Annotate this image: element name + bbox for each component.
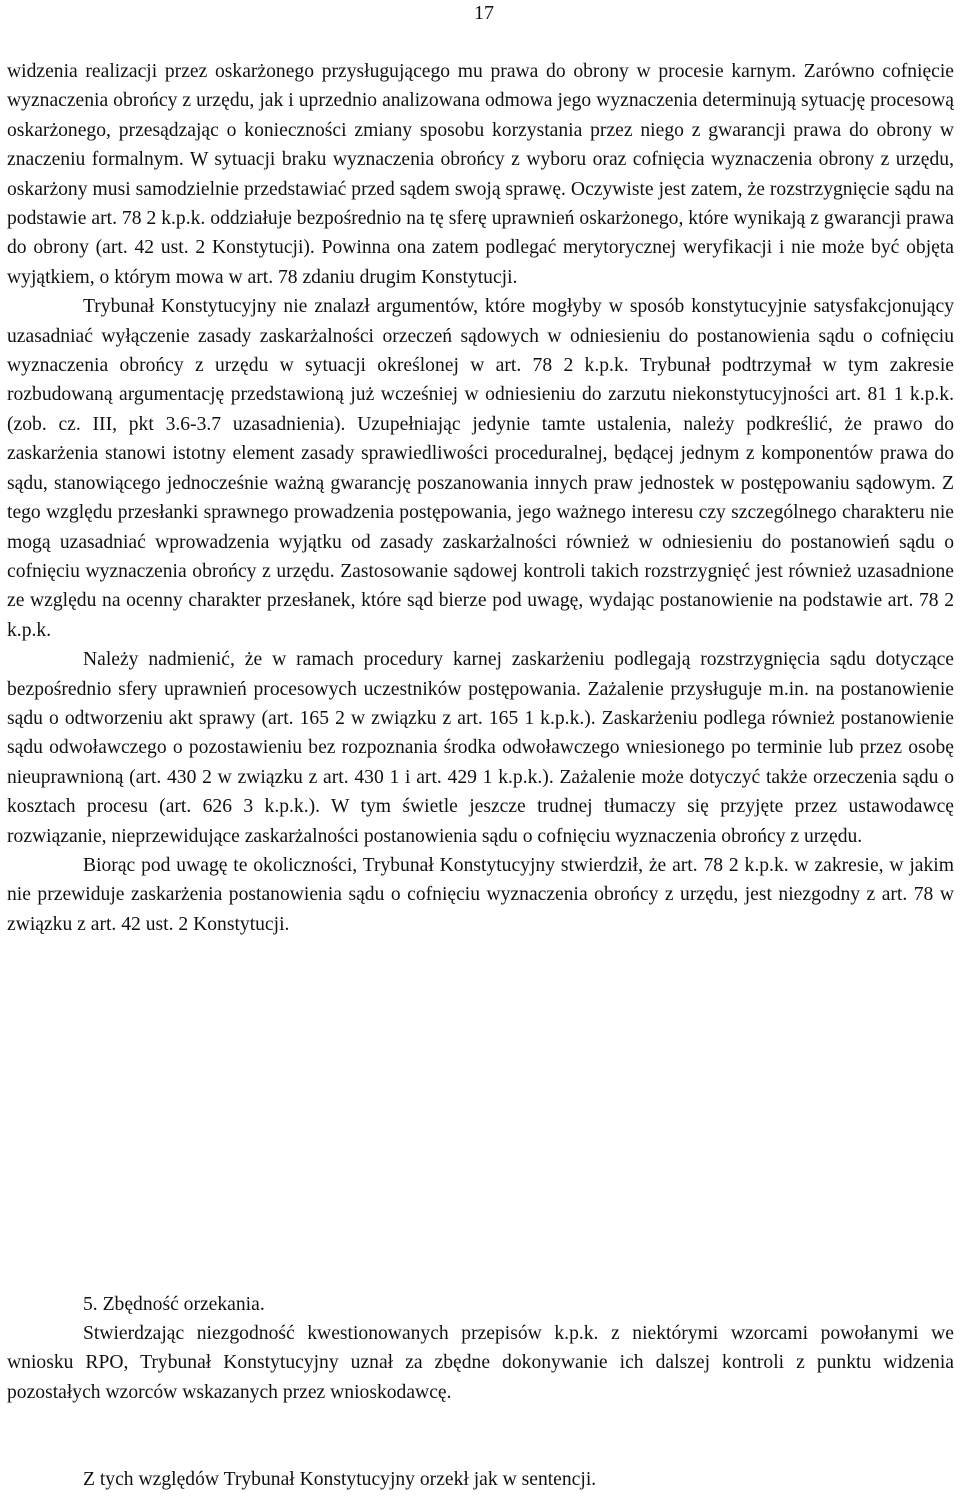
paragraph-procedura-karna: Należy nadmienić, że w ramach procedury karnej zaskarżeniu podlegają rozstrzygnięcia sądu dotyczące bezpośrednio sfery uprawnień procesowych uczestników postępowania. Zażalenie przysługuje m.in. na postanowienie sądu o odtworzeniu akt sprawy (art. 165 2 w związku z art. 165 1 k.p.k.). Zaskarżeniu podlega również postanowienie sądu odwoławczego o pozostawieniu bez rozpoznania środka odwoławczego wniesionego po terminie lub przez osobę nieuprawnioną (art. 430 2 w związku z art. 430 1 i art. 429 1 k.p.k.). Zażalenie może dotyczyć także orzeczenia sądu o kosztach procesu (art. 626 3 k.p.k.). W tym świetle jeszcze trudnej tłumaczy się przyjęte przez ustawodawcę rozwiązanie, nieprzewidujące zaskarżalności postanowienia sądu o cofnięciu wyznaczenia obrońcy z urzędu. [7, 649, 954, 847]
section-body [7, 1319, 954, 1407]
paragraph-prawo-do-obrony: widzenia realizacji przez oskarżonego przysługującego mu prawa do obrony w procesie karnym. Zarówno cofnięcie wyznaczenia obrońcy z urzędu, jak i uprzednio analizowana odmowa jego wyznaczenia determinują sytuację procesową oskarżonego, przesądzając o konieczności zmiany sposobu korzystania przez niego z gwarancji prawa do obrony w znaczeniu formalnym. W sytuacji braku wyznaczenia obrońcy z wyboru oraz cofnięcia wyznaczenia obrony z urzędu, oskarżony musi samodzielnie przedstawiać przed sądem swoją sprawę. Oczywiste jest zatem, że rozstrzygnięcie sądu na podstawie art. 78 2 k.p.k. oddziałuje bezpośrednio na tę sferę uprawnień oskarżonego, które wynikają z gwarancji prawa do obrony (art. 42 ust. 2 Konstytucji). Powinna ona zatem podlegać merytorycznej weryfikacji i nie może być objęta wyjątkiem, o którym mowa w art. 78 zdaniu drugim Konstytucji. [7, 61, 954, 288]
page-number: 17 [474, 2, 494, 24]
section-heading-zbednosc: 5. Zbędność orzekania. [83, 1294, 265, 1315]
body-text [7, 57, 954, 939]
paragraph-konkluzja: Biorąc pod uwagę te okoliczności, Trybunał Konstytucyjny stwierdził, że art. 78 2 k.p.k. w zakresie, w jakim nie przewiduje zaskarżenia postanowienia sądu o cofnięciu wyznaczenia obrońcy z urzędu, jest niezgodny z art. 78 w związku z art. 42 ust. 2 Konstytucji. [7, 854, 954, 935]
closing-sentence: Z tych względów Trybunał Konstytucyjny orzekł jak w sentencji. [83, 1469, 597, 1490]
paragraph-zaskarzalnosc: Trybunał Konstytucyjny nie znalazł argumentów, które mogłyby w sposób konstytucyjnie satysfakcjonujący uzasadniać wyłączenie zasady zaskarżalności orzeczeń sądowych w odniesieniu do postanowienia sądu o cofnięciu wyznaczenia obrońcy z urzędu w sytuacji określonej w art. 78 2 k.p.k. Trybunał podtrzymał w tym zakresie rozbudowaną argumentację przedstawioną już wcześniej w odniesieniu do zarzutu niekonstytucyjności art. 81 1 k.p.k. (zob. cz. III, pkt 3.6-3.7 uzasadnienia). Uzupełniając jedynie tamte ustalenia, należy podkreślić, że prawo do zaskarżenia stanowi istotny element zasady sprawiedliwości proceduralnej, będącej jednym z komponentów prawa do sądu, stanowiącego jednocześnie ważną gwarancję poszanowania innych praw jednostek w postępowaniu sądowym. Z tego względu przesłanki sprawnego prowadzenia postępowania, jego ważnego interesu czy szczególnego charakteru nie mogą uzasadniać wprowadzenia wyjątku od zasady zaskarżalności również w odniesieniu do postanowień sądu o cofnięciu wyznaczenia obrońcy z urzędu. Zastosowanie sądowej kontroli takich rozstrzygnięć jest również uzasadnione ze względu na ocenny charakter przesłanek, które sąd bierze pod uwagę, wydając postanowienie na podstawie art. 78 2 k.p.k. [7, 296, 954, 641]
paragraph-zbednosc: Stwierdzając niezgodność kwestionowanych przepisów k.p.k. z niektórymi wzorcami powołanymi we wniosku RPO, Trybunał Konstytucyjny uznał za zbędne dokonywanie ich dalszej kontroli z punktu widzenia pozostałych wzorców wskazanych przez wnioskodawcę. [7, 1323, 954, 1403]
